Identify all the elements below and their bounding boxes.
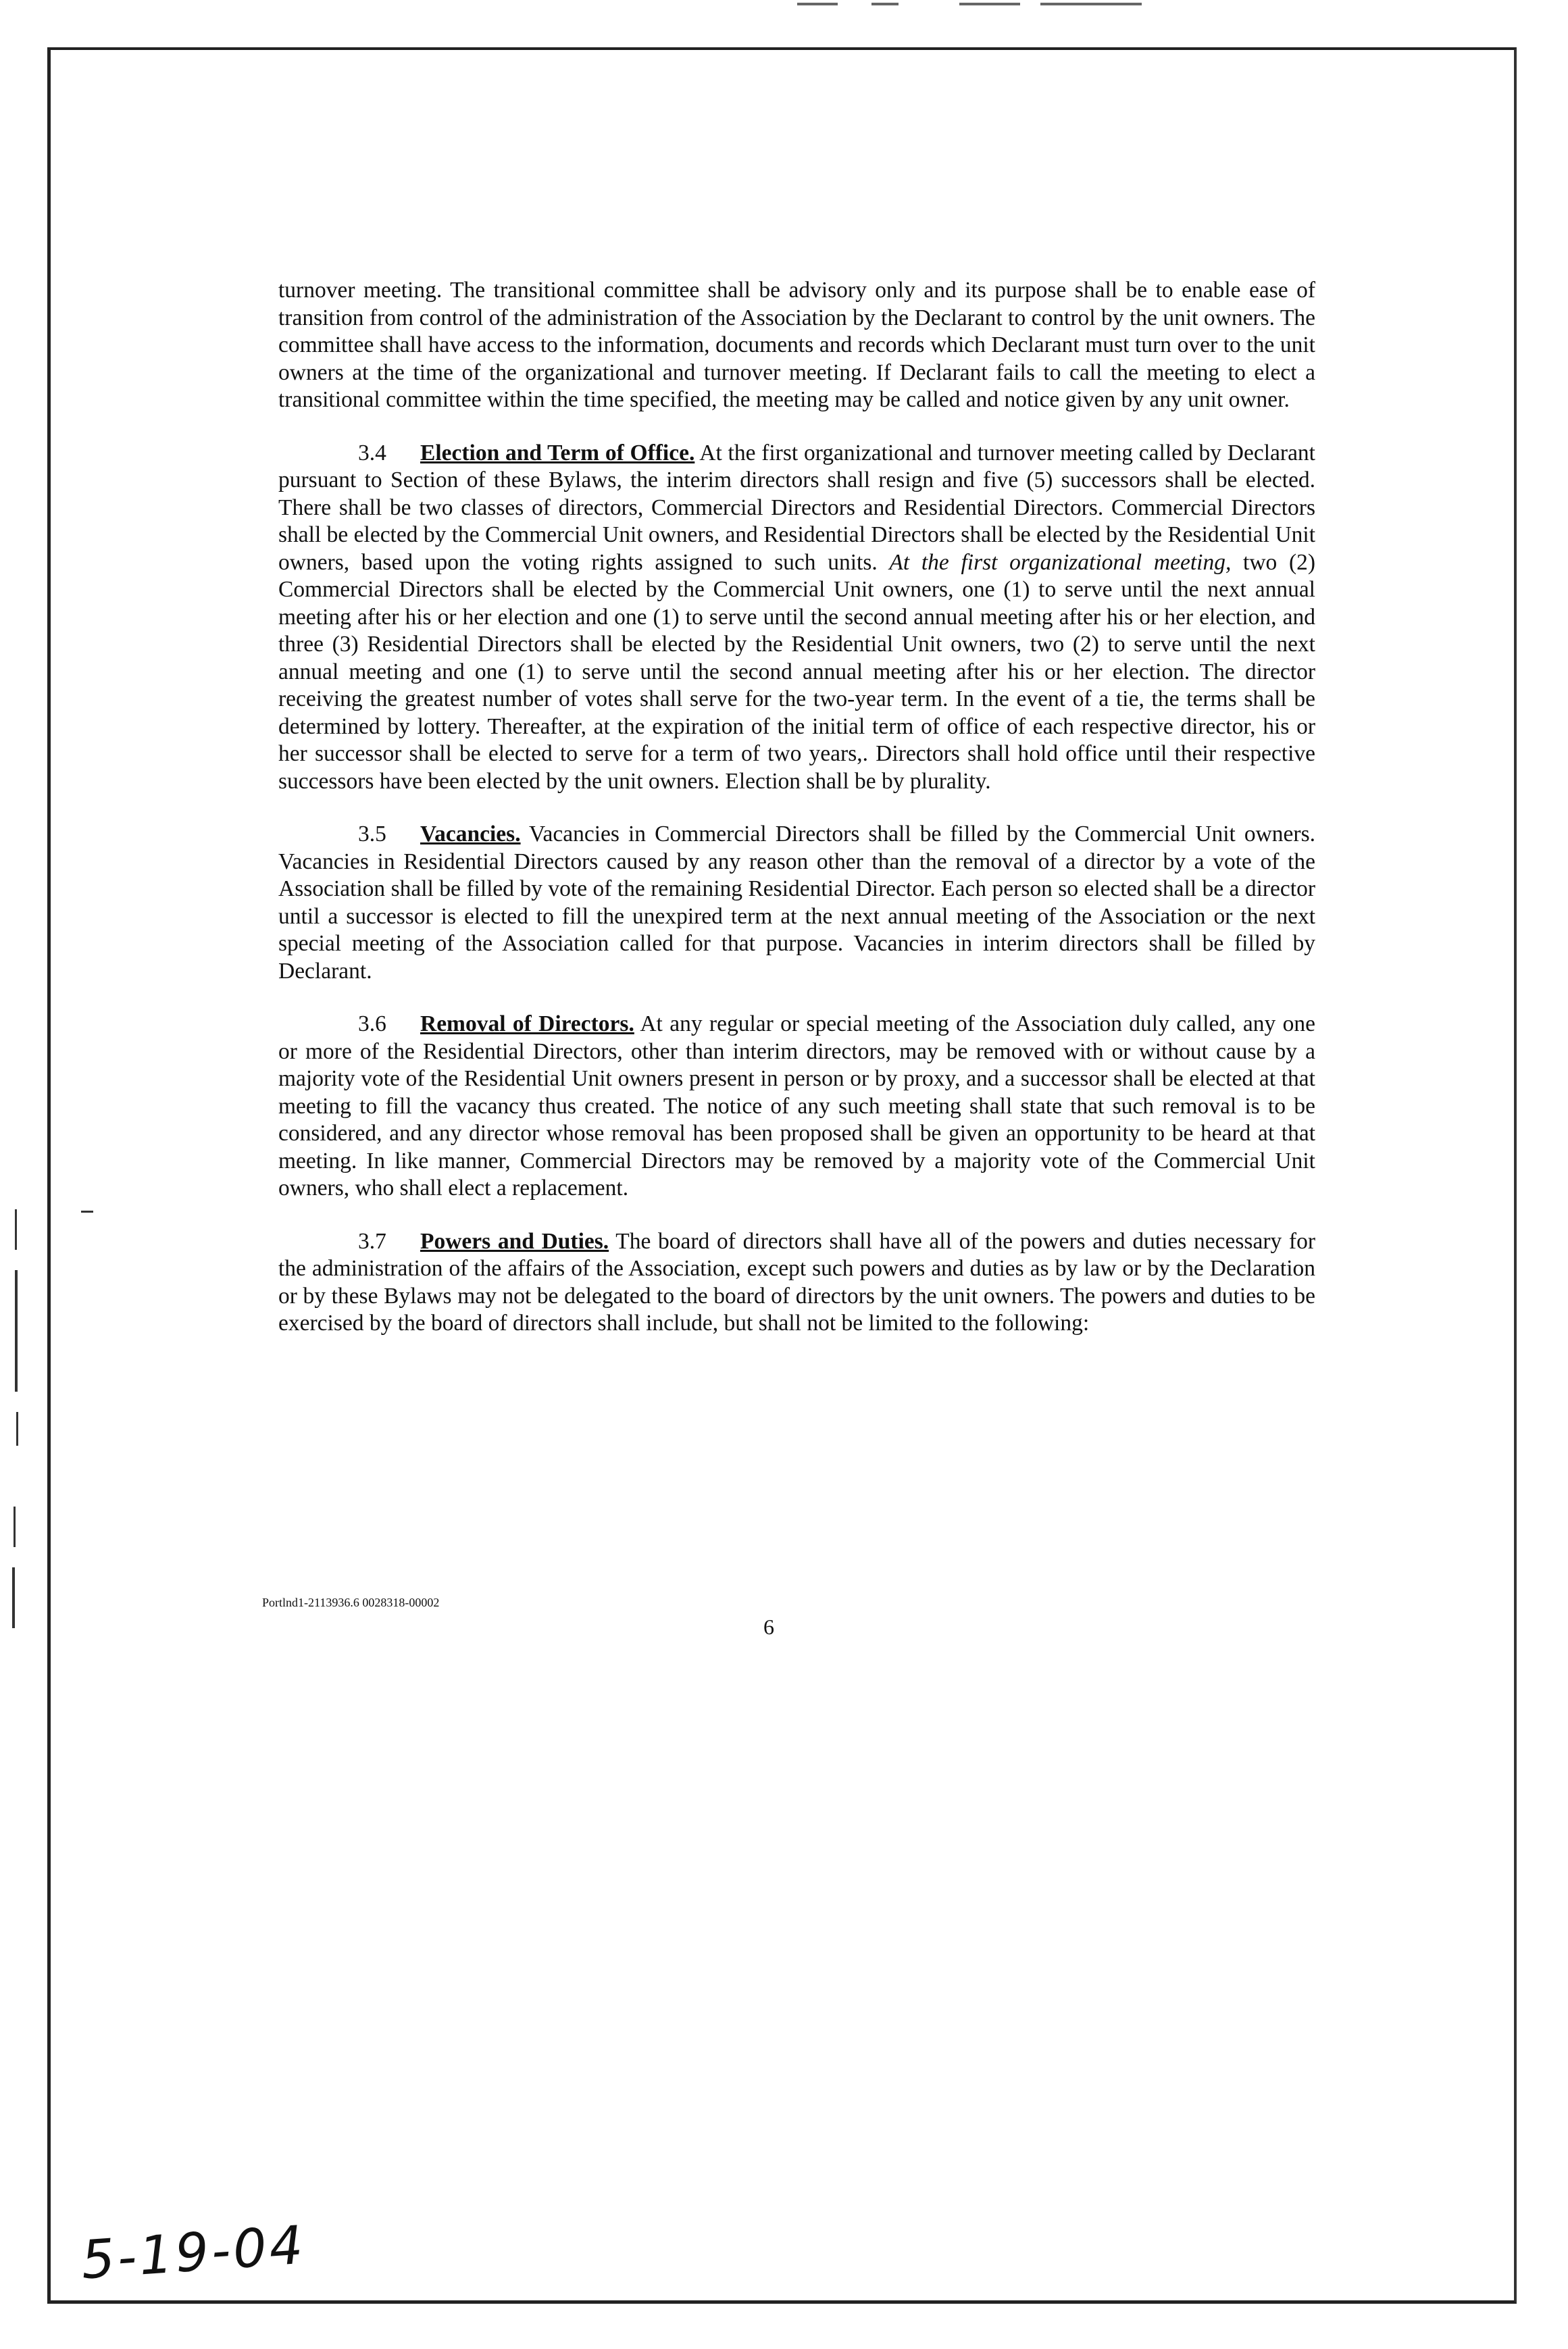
section-3-5 [278, 821, 1315, 985]
section-text: At any regular or special meeting of the Association duly called, any one or more of the Residential Directors, other than interim directors, may be removed with or without cause by a majority vote of the Residential Unit owners present in person or by proxy, and a successor shall be elected at that meeting to fill the vacancy thus created. The notice of any such meeting shall state that such removal is to be considered, and any director whose removal has been proposed shall be given an opportunity to be heard at that meeting. In like manner, Commercial Directors may be removed by a majority vote of the Commercial Unit owners, who shall elect a replacement. [278, 1011, 1315, 1201]
section-number: 3.6 [358, 1011, 386, 1036]
section-text: The board of directors shall have all of the powers and duties necessary for the administration of the affairs of the Association, except such powers and duties as by law or by the Declaration or by these Bylaws may not be delegated to the board of directors by the unit owners. The powers and duties to be exercised by the board of directors shall include, but shall not be limited to the following: [278, 1228, 1315, 1336]
section-text: At the first organizational and turnover meeting called by Declarant pursuant to Section of these Bylaws, the interim directors shall resign and five (5) successors shall be elected. There shall be two classes of directors, Commercial Directors and Residential Directors. Commercial Directors shall be elected by the Commercial Unit owners, and Residential Directors shall be elected by the Residential Unit owners, based upon the voting rights assigned to such units. [278, 440, 1315, 575]
section-3-6 [278, 1011, 1315, 1203]
document-id: Portlnd1-2113936.6 0028318-00002 [262, 1596, 440, 1609]
section-heading: Vacancies. [420, 822, 521, 847]
section-text: two (2) Commercial Directors shall be elected by the Commercial Unit owners, one (1) to serve until the next annual meeting after his or her election and one (1) to serve until the second annual meeting after his or her election, and three (3) Residential Directors shall be elected by the Residential Unit owners, two (2) to serve until the next annual meeting and one (1) to serve until the second annual meeting after his or her election. The director receiving the greatest number of votes shall serve for the two-year term. In the event of a tie, the terms shall be determined by lottery. Thereafter, at the expiration of the initial term of office of each respective director, his or her successor shall be elected to serve for a term of two years,. Directors shall hold office until their respective successors have been elected by the unit owners. Election shall be by plurality. [278, 549, 1315, 794]
scan-marks-top [797, 0, 1162, 9]
handwritten-date: 5-19-04 [79, 2215, 308, 2292]
paragraph-text: turnover meeting. The transitional committee shall be advisory only and its purpose shall be to enable ease of transition from control of the administration of the Association by the Declarant to control by the unit owners. The committee shall have access to the information, documents and records which Declarant must turn over to the unit owners at the time of the organizational and turnover meeting. If Declarant fails to call the meeting to elect a transitional committee within the time specified, the meeting may be called and notice given by any unit owner. [278, 278, 1315, 412]
paragraph-transitional-committee [278, 277, 1315, 414]
section-number: 3.5 [358, 822, 386, 847]
section-heading: Powers and Duties. [420, 1228, 609, 1254]
section-heading: Election and Term of Office. [420, 440, 695, 465]
section-heading: Removal of Directors. [420, 1011, 634, 1036]
section-3-4 [278, 440, 1315, 796]
section-text: Vacancies in Commercial Directors shall be filled by the Commercial Unit owners. Vacancies in Residential Directors caused by any reason other than the removal of a director by a vote of the Association shall be filled by vote of the remaining Residential Director. Each person so elected shall be a director until a successor is elected to fill the unexpired term at the next annual meeting of the Association or the next special meeting of the Association called for that purpose. Vacancies in interim directors shall be filled by Declarant. [278, 822, 1315, 984]
section-3-7 [278, 1228, 1315, 1338]
section-number: 3.7 [358, 1228, 386, 1254]
document-body [278, 277, 1315, 1363]
section-number: 3.4 [358, 440, 386, 465]
page-number: 6 [763, 1615, 774, 1639]
section-text-italic: At the first organizational meeting, [889, 549, 1232, 575]
